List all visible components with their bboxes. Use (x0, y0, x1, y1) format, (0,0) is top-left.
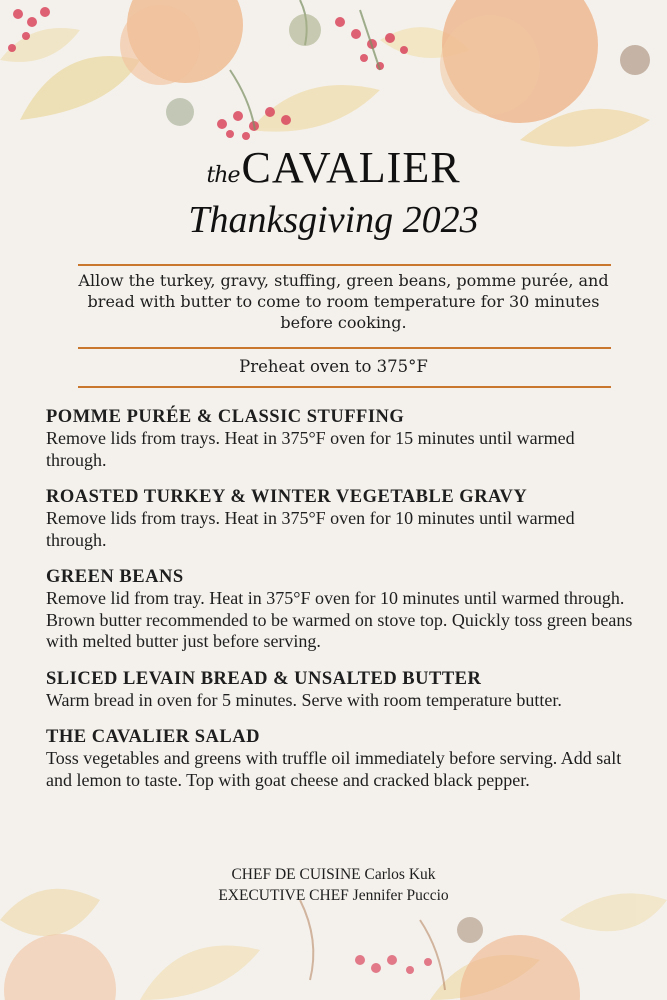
brand-prefix: the (206, 163, 240, 188)
section-heading: POMME PURÉE & CLASSIC STUFFING (46, 407, 405, 427)
executive-chef: EXECUTIVE CHEF Jennifer Puccio (218, 887, 449, 904)
section-levain-bread (46, 668, 636, 712)
chef-de-cuisine: CHEF DE CUISINE Carlos Kuk (231, 866, 436, 883)
section-text: Remove lids from trays. Heat in 375°F oven for 10 minutes until warmed through. (46, 508, 575, 550)
section-text: Remove lids from trays. Heat in 375°F oven for 15 minutes until warmed through. (46, 428, 575, 470)
section-green-beans (46, 566, 636, 653)
section-pomme-puree (46, 406, 636, 471)
preheat-text: Preheat oven to 375°F (239, 357, 428, 376)
page-title: Thanksgiving 2023 (188, 199, 479, 241)
section-roasted-turkey (46, 486, 636, 551)
section-text: Warm bread in oven for 5 minutes. Serve with room temperature butter. (46, 689, 562, 710)
section-cavalier-salad (46, 726, 636, 791)
section-text: Toss vegetables and greens with truffle oil immediately before serving. Add salt and lemon to taste. Top with goat cheese and cracked black pepper. (46, 748, 622, 790)
section-heading: ROASTED TURKEY & WINTER VEGETABLE GRAVY (46, 487, 528, 507)
section-heading: SLICED LEVAIN BREAD & UNSALTED BUTTER (46, 668, 482, 689)
divider-middle (78, 347, 611, 349)
floral-decoration-bottom (0, 860, 667, 1000)
instruction-sections (46, 406, 636, 806)
brand-name: CAVALIER (241, 143, 461, 192)
intro-text: Allow the turkey, gravy, stuffing, green beans, pomme purée, and bread with butter to come to room temperature for 30 minutes before cooking. (78, 271, 609, 332)
section-text: Remove lid from tray. Heat in 375°F oven for 10 minutes until warmed through. Brown butter recommended to be warmed on stove top. Quickly toss green beans with melted butter just before serving. (46, 588, 633, 651)
section-heading: THE CAVALIER SALAD (46, 727, 260, 747)
divider-top (78, 264, 611, 266)
divider-bottom (78, 386, 611, 388)
section-heading: GREEN BEANS (46, 567, 184, 587)
brand-logo (0, 142, 667, 193)
